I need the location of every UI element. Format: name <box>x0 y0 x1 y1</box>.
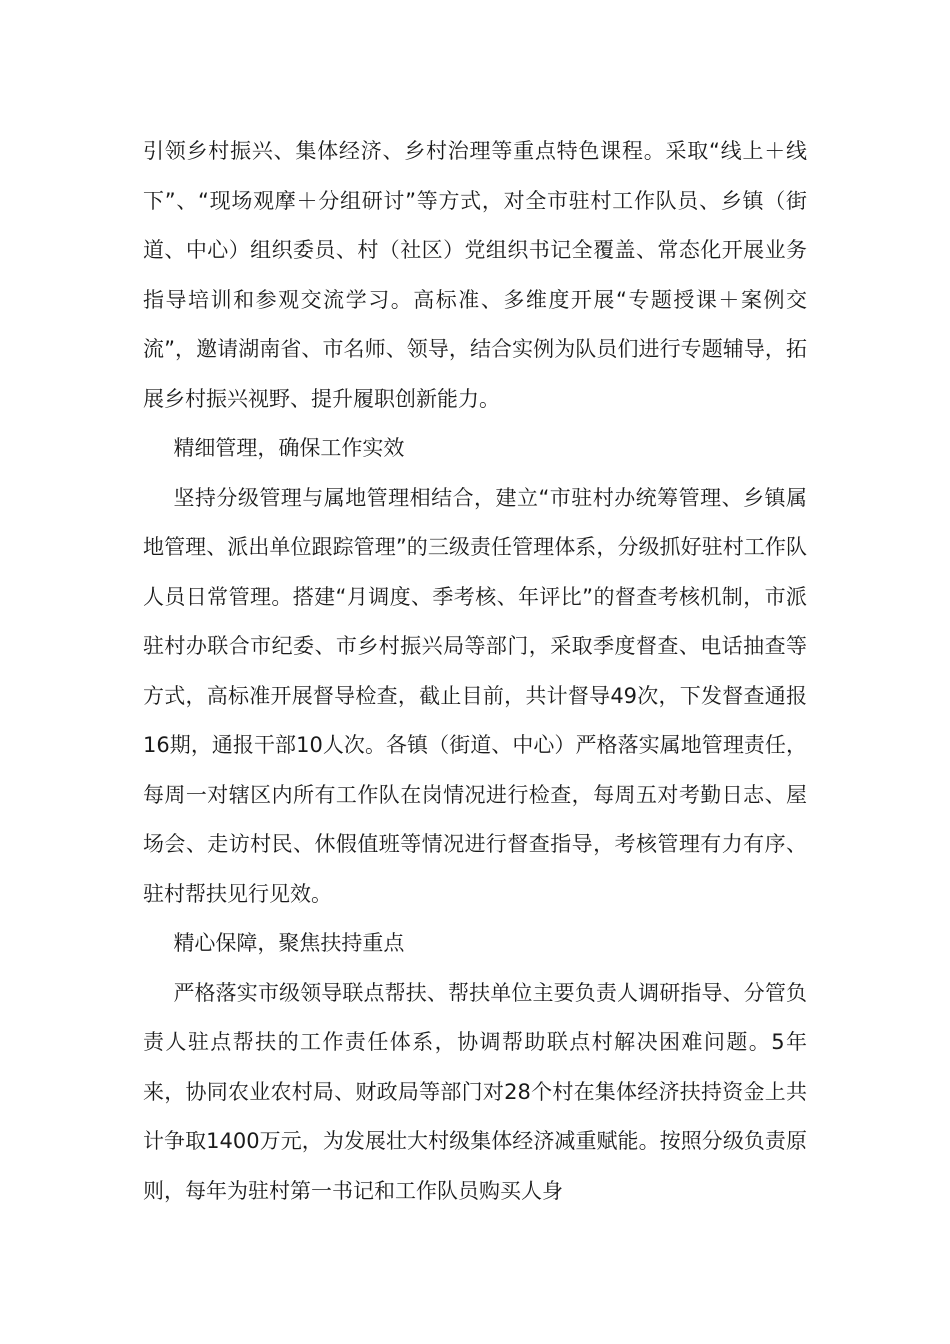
section-heading-support: 精心保障，聚焦扶持重点 <box>173 931 405 955</box>
paragraph-training-continued: 引领乡村振兴、集体经济、乡村治理等重点特色课程。采取“线上＋线下”、“现场观摩＋分组研讨”等方式，对全市驻村工作队员、乡镇（街道、中心）组织委员、村（社区）党组织书记全覆盖、常态化开展业务指导培训和参观交流学习。高标准、多维度开展“专题授课＋案例交流”，邀请湖南省、市名师、领导，结合实例为队员们进行专题辅导，拓展乡村振兴视野、提升履职创新能力。 <box>143 139 807 411</box>
document-body <box>143 127 807 1216</box>
paragraph-management: 坚持分级管理与属地管理相结合，建立“市驻村办统筹管理、乡镇属地管理、派出单位跟踪管理”的三级责任管理体系，分级抓好驻村工作队人员日常管理。搭建“月调度、季考核、年评比”的督查考核机制，市派驻村办联合市纪委、市乡村振兴局等部门，采取季度督查、电话抽查等方式，高标准开展督导检查，截止目前，共计督导49次，下发督查通报16期，通报干部10人次。各镇（街道、中心）严格落实属地管理责任，每周一对辖区内所有工作队在岗情况进行检查，每周五对考勤日志、屋场会、走访村民、休假值班等情况进行督查指导，考核管理有力有序、驻村帮扶见行见效。 <box>143 485 807 906</box>
paragraph-support: 严格落实市级领导联点帮扶、帮扶单位主要负责人调研指导、分管负责人驻点帮扶的工作责任体系，协调帮助联点村解决困难问题。5年来，协同农业农村局、财政局等部门对28个村在集体经济扶持资金上共计争取1400万元，为发展壮大村级集体经济减重赋能。按照分级负责原则，每年为驻村第一书记和工作队员购买人身 <box>143 980 807 1203</box>
section-heading-management: 精细管理，确保工作实效 <box>173 436 405 460</box>
